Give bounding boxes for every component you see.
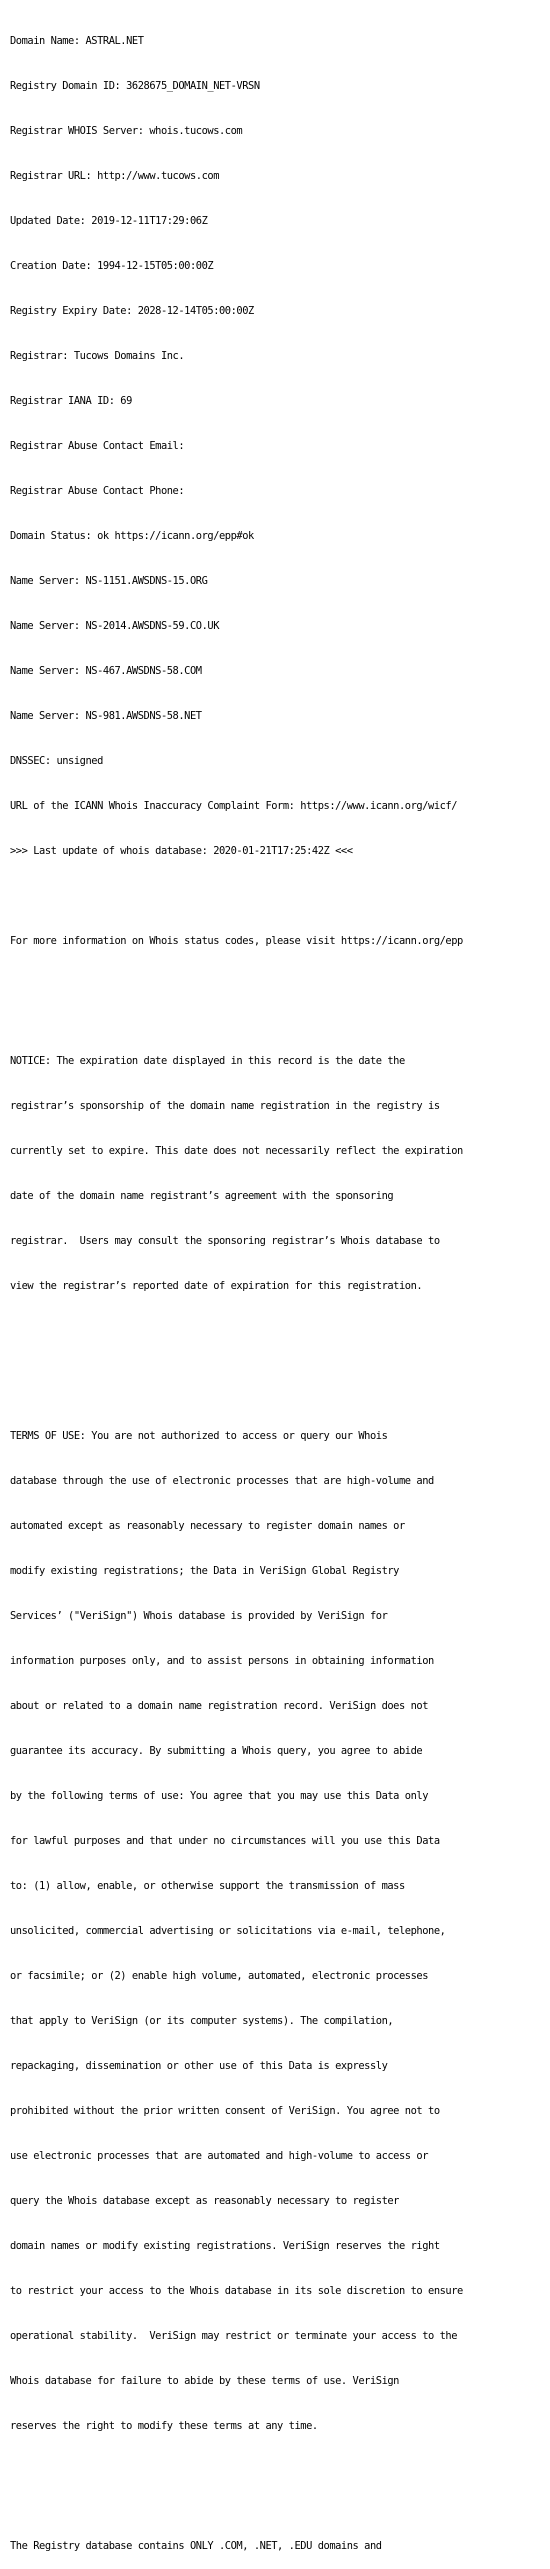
- notice-line: NOTICE: The expiration date displayed in this record is the date the: [10, 1055, 405, 1067]
- status-info-line: For more information on Whois status codes, please visit https://icann.org/epp: [10, 935, 463, 947]
- terms-line: Services’ ("VeriSign") Whois database is provided by VeriSign for: [10, 1610, 388, 1622]
- complaint-form-line: URL of the ICANN Whois Inaccuracy Complaint Form: https://www.icann.org/wicf/: [10, 800, 458, 812]
- terms-line: that apply to VeriSign (or its computer systems). The compilation,: [10, 2015, 394, 2027]
- terms-line: Whois database for failure to abide by these terms of use. VeriSign: [10, 2375, 399, 2387]
- creation-date-line: Creation Date: 1994-12-15T05:00:00Z: [10, 260, 214, 272]
- domain-status-line: Domain Status: ok https://icann.org/epp#ok: [10, 530, 254, 542]
- terms-line: about or related to a domain name registration record. VeriSign does not: [10, 1700, 429, 1712]
- registrar-whois-server-line: Registrar WHOIS Server: whois.tucows.com: [10, 125, 243, 137]
- terms-line: domain names or modify existing registrations. VeriSign reserves the right: [10, 2240, 440, 2252]
- registrar-line: Registrar: Tucows Domains Inc.: [10, 350, 185, 362]
- terms-of-use-block: [10, 1399, 463, 2464]
- abuse-phone-line: Registrar Abuse Contact Phone:: [10, 485, 185, 497]
- registry-expiry-date-line: Registry Expiry Date: 2028-12-14T05:00:00Z: [10, 305, 254, 317]
- blank-line: [10, 889, 463, 904]
- terms-line: prohibited without the prior written consent of VeriSign. You agree not to: [10, 2105, 440, 2117]
- last-update-line: >>> Last update of whois database: 2020-01-21T17:25:42Z <<<: [10, 845, 353, 857]
- terms-line: guarantee its accuracy. By submitting a Whois query, you agree to abide: [10, 1745, 423, 1757]
- name-server-line: Name Server: NS-1151.AWSDNS-15.ORG: [10, 575, 208, 587]
- blank-line: [10, 2494, 463, 2509]
- terms-line: TERMS OF USE: You are not authorized to access or query our Whois: [10, 1430, 388, 1442]
- blank-line: [10, 1354, 463, 1369]
- name-server-line: Name Server: NS-2014.AWSDNS-59.CO.UK: [10, 620, 220, 632]
- terms-line: modify existing registrations; the Data in VeriSign Global Registry: [10, 1565, 399, 1577]
- registry-note-line: The Registry database contains ONLY .COM, .NET, .EDU domains and: [10, 2540, 382, 2552]
- terms-line: query the Whois database except as reasonably necessary to register: [10, 2195, 399, 2207]
- terms-line: database through the use of electronic processes that are high-volume and: [10, 1475, 434, 1487]
- terms-line: to: (1) allow, enable, or otherwise support the transmission of mass: [10, 1880, 405, 1892]
- notice-block: [10, 1024, 463, 1324]
- terms-line: or facsimile; or (2) enable high volume, automated, electronic processes: [10, 1970, 429, 1982]
- notice-line: view the registrar’s reported date of expiration for this registration.: [10, 1280, 423, 1292]
- terms-line: repackaging, dissemination or other use of this Data is expressly: [10, 2060, 388, 2072]
- terms-line: use electronic processes that are automated and high-volume to access or: [10, 2150, 429, 2162]
- registry-domain-id-line: Registry Domain ID: 3628675_DOMAIN_NET-VRSN: [10, 80, 260, 92]
- abuse-email-line: Registrar Abuse Contact Email:: [10, 440, 185, 452]
- terms-line: for lawful purposes and that under no circumstances will you use this Data: [10, 1835, 440, 1847]
- terms-line: to restrict your access to the Whois database in its sole discretion to ensure: [10, 2285, 463, 2297]
- notice-line: date of the domain name registrant’s agreement with the sponsoring: [10, 1190, 394, 1202]
- notice-line: registrar. Users may consult the sponsoring registrar’s Whois database to: [10, 1235, 440, 1247]
- terms-line: by the following terms of use: You agree that you may use this Data only: [10, 1790, 429, 1802]
- terms-line: information purposes only, and to assist persons in obtaining information: [10, 1655, 434, 1667]
- blank-line: [10, 979, 463, 994]
- terms-line: automated except as reasonably necessary to register domain names or: [10, 1520, 405, 1532]
- terms-line: unsolicited, commercial advertising or solicitations via e-mail, telephone,: [10, 1925, 446, 1937]
- dnssec-line: DNSSEC: unsigned: [10, 755, 103, 767]
- whois-record-text: [10, 4, 463, 2569]
- registrar-iana-id-line: Registrar IANA ID: 69: [10, 395, 132, 407]
- terms-line: reserves the right to modify these terms at any time.: [10, 2420, 318, 2432]
- domain-name-line: Domain Name: ASTRAL.NET: [10, 35, 144, 47]
- name-server-line: Name Server: NS-467.AWSDNS-58.COM: [10, 665, 202, 677]
- notice-line: registrar’s sponsorship of the domain name registration in the registry is: [10, 1100, 440, 1112]
- updated-date-line: Updated Date: 2019-12-11T17:29:06Z: [10, 215, 208, 227]
- terms-line: operational stability. VeriSign may restrict or terminate your access to the: [10, 2330, 458, 2342]
- registrar-url-line: Registrar URL: http://www.tucows.com: [10, 170, 220, 182]
- notice-line: currently set to expire. This date does not necessarily reflect the expiration: [10, 1145, 463, 1157]
- name-server-line: Name Server: NS-981.AWSDNS-58.NET: [10, 710, 202, 722]
